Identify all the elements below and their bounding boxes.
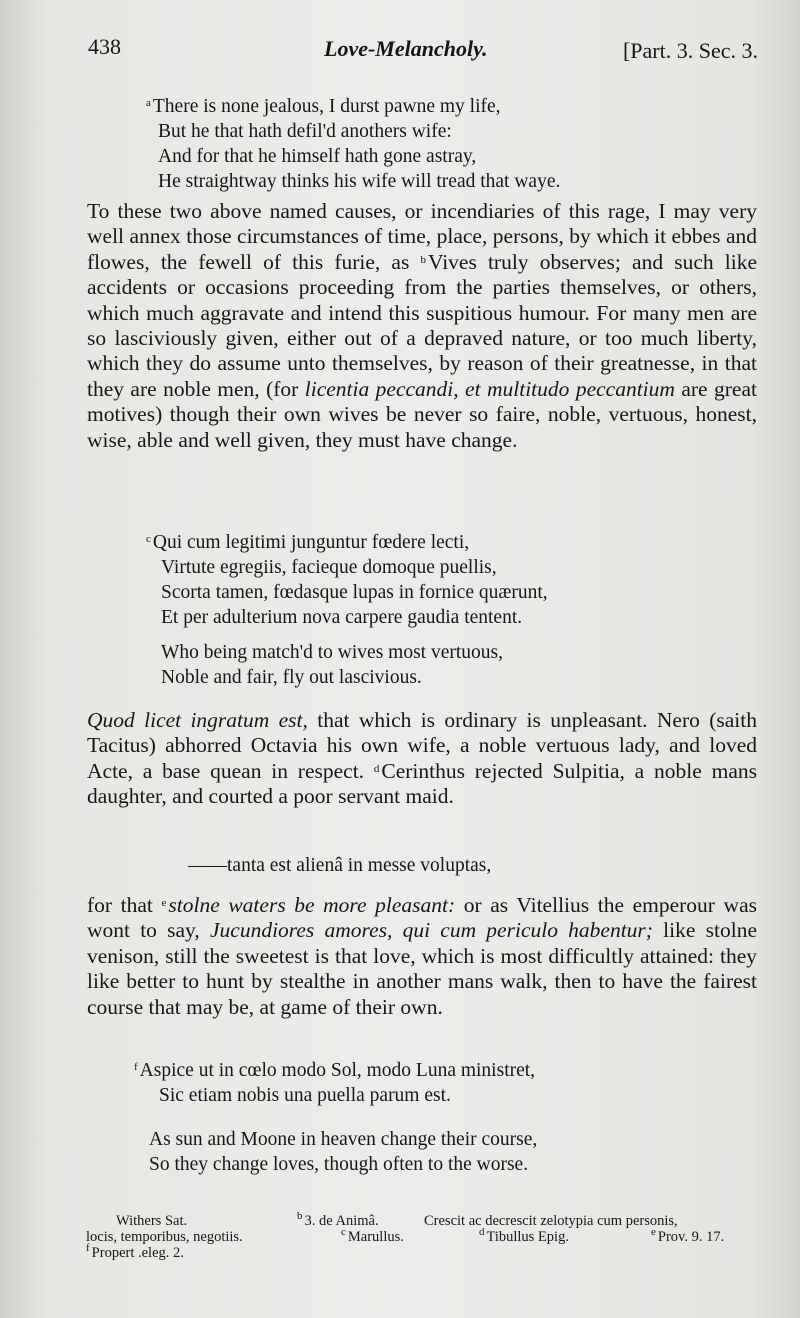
footnote-b-continued: Crescit ac decrescit zelotypia cum personis,	[424, 1213, 678, 1229]
latin-phrase: Jucundiores amores, qui cum periculo habentur;	[210, 918, 653, 943]
footnote-row	[86, 1210, 760, 1229]
verse-block-english-1	[146, 94, 560, 194]
footnote-row	[86, 1242, 760, 1261]
footnote-c: $^c$ Marullus.	[341, 1226, 404, 1245]
paragraph-causes: To these two above named causes, or incendiaries of this rage, I may very well annex those circumstances of time, place, persons, by which it ebbes and flowes, the fewell of this furie, as $^b$Vives truly observes; and such like accidents or occasions proceeding from the parties themselves, or others, which much aggravate and intend this suspitious humour. For many men are so lasciviously given, either out of a depraved nature, or too much liberty, which they do assume unto themselves, by reason of their greatnesse, in that they are noble men, (for licentia peccandi, et multitudo peccantium are great motives) though their own wives be never so faire, noble, vertuous, honest, wise, able and well given, they must have change.	[87, 199, 757, 452]
footnote-b: $^b$ 3. de Animâ.	[297, 1210, 379, 1229]
footnote-mark: d	[373, 762, 380, 775]
footnote-f: $^f$ Propert .eleg. 2.	[86, 1242, 184, 1261]
verse-line: Et per adulterium nova carpere gaudia tentent.	[161, 607, 523, 628]
verse-line: As sun and Moone in heaven change their course,	[149, 1129, 538, 1150]
verse-line: Sic etiam nobis una puella parum est.	[159, 1085, 451, 1106]
latin-phrase: Quod licet ingratum est,	[87, 708, 308, 732]
verse-line: So they change loves, though often to the worse.	[149, 1154, 529, 1175]
footnotes	[86, 1210, 760, 1261]
running-title: Love-Melancholy.	[324, 36, 488, 61]
section-reference: [Part. 3. Sec. 3.	[622, 38, 758, 63]
footnote-a-continued: locis, temporibus, negotiis.	[86, 1229, 243, 1245]
verse-line: But he that hath defil'd anothers wife:	[158, 121, 452, 142]
paragraph-quod-licet: Quod licet ingratum est, that which is ordinary is unpleasant. Nero (saith Tacitus) abhorred Octavia his own wife, a noble vertuous lady, and loved Acte, a base quean in respect. $^d$Cerinthus rejected Sulpitia, a noble mans daughter, and courted a poor servant maid.	[87, 708, 757, 809]
scripture-phrase: stolne waters be more pleasant:	[168, 893, 456, 917]
verse-line: And for that he himself hath gone astray,	[158, 146, 477, 167]
footnote-d: $^d$ Tibullus Epig.	[479, 1226, 569, 1245]
verse-line-tanta	[188, 853, 491, 878]
footnote-a: Withers Sat.	[116, 1213, 188, 1229]
footnote-mark: f	[134, 1061, 138, 1073]
verse-block-english-2	[161, 640, 503, 690]
verse-line: $^c$ Qui cum legitimi junguntur fœdere lecti,	[146, 532, 470, 553]
footnote-mark: c	[146, 533, 151, 545]
latin-phrase: licentia peccandi, et multitudo peccantium	[304, 376, 675, 401]
footnote-e: $^e$ Prov. 9. 17.	[651, 1226, 725, 1245]
verse-line: $^f$ Aspice ut in cœlo modo Sol, modo Luna ministret,	[134, 1060, 536, 1081]
verse-line: Virtute egregiis, facieque domoque puellis,	[161, 557, 497, 578]
page-number: 438	[88, 34, 121, 59]
footnote-mark: a	[146, 97, 151, 109]
verse-line: He straightway thinks his wife will tread that waye.	[158, 171, 561, 192]
verse-line: ——tanta est alienâ in messe voluptas,	[188, 855, 492, 876]
verse-line: Who being match'd to wives most vertuous,	[161, 642, 504, 663]
footnote-mark: b	[420, 253, 426, 266]
verse-block-latin-2	[134, 1058, 535, 1108]
footnote-mark: e	[161, 897, 167, 909]
verse-block-latin-1	[146, 530, 548, 630]
footnote-row	[86, 1226, 760, 1245]
verse-line: Noble and fair, fly out lascivious.	[161, 667, 422, 688]
verse-line: Scorta tamen, fœdasque lupas in fornice quærunt,	[161, 582, 548, 603]
paragraph-stolne-waters: for that $^e$stolne waters be more pleasant: or as Vitellius the emperour was wont to say, Jucundiores amores, qui cum periculo habentur; like stolne venison, still the sweetest is that love, which is most difficultly attained: they like better to hunt by stealthe in another mans walk, then to have the fairest course that may be, at game of their own.	[87, 893, 757, 1019]
running-header	[88, 30, 760, 70]
verse-block-english-3	[149, 1127, 537, 1177]
verse-line: $^a$ There is none jealous, I durst pawne my life,	[146, 96, 501, 117]
